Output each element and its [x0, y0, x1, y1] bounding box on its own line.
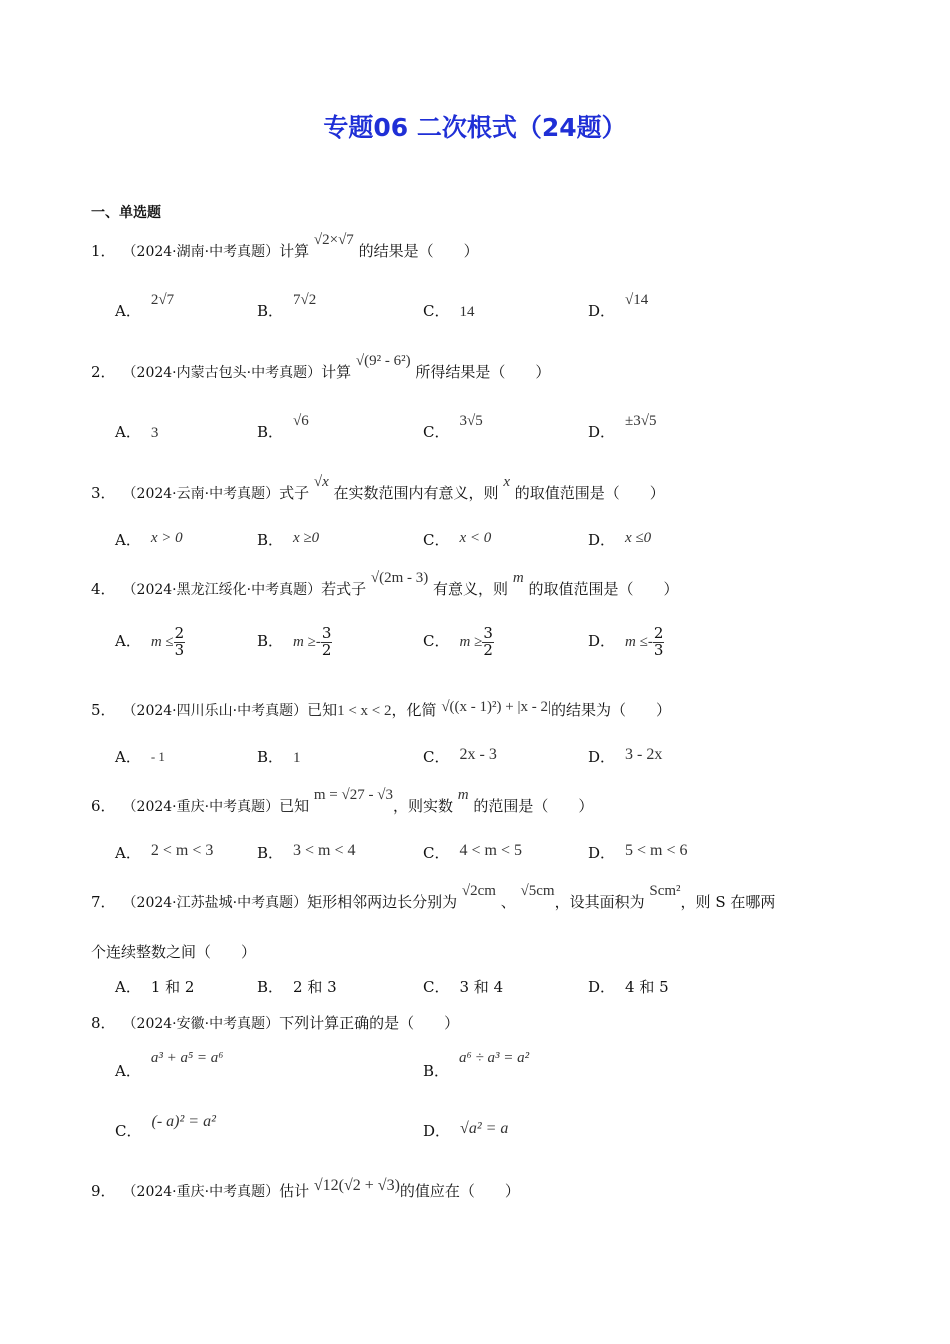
option-value: √6	[293, 413, 309, 429]
option-b[interactable]	[257, 292, 317, 321]
option-c[interactable]	[423, 413, 483, 442]
question-8	[91, 1012, 459, 1033]
question-number: 6．	[91, 797, 116, 815]
option-letter: A．	[115, 748, 141, 766]
option-value: x < 0	[459, 530, 492, 546]
option-value: m ≤-	[625, 634, 653, 651]
option-a[interactable]	[115, 421, 158, 442]
question-text: 有意义，则	[433, 580, 509, 598]
option-d[interactable]	[588, 292, 649, 321]
question-text: 在实数范围内有意义，则	[333, 484, 499, 502]
math-variable: m	[457, 787, 469, 803]
numerator: 2	[653, 624, 664, 642]
option-a[interactable]	[115, 746, 165, 767]
option-letter: B．	[257, 423, 284, 441]
option-letter: B．	[257, 748, 284, 766]
option-c[interactable]	[423, 300, 474, 321]
numerator: 3	[321, 624, 332, 642]
question-text: ，设其面积为	[554, 893, 645, 911]
option-letter: D．	[588, 844, 616, 862]
question-text: 计算	[279, 242, 310, 260]
question-source: （2024·内蒙古包头·中考真题）	[129, 365, 322, 381]
question-3	[91, 474, 665, 503]
math-expression: √5cm	[520, 883, 555, 899]
question-1	[91, 232, 479, 261]
math-expression: √2cm	[461, 883, 496, 899]
option-value: 3 - 2x	[625, 746, 663, 763]
option-value: 14	[459, 304, 475, 320]
denominator: 3	[174, 640, 185, 659]
option-value: m ≥	[459, 634, 483, 651]
question-9	[91, 1177, 520, 1201]
option-letter: D．	[588, 531, 616, 549]
option-letter: D．	[588, 423, 616, 441]
option-letter: C．	[423, 748, 450, 766]
section-heading: 一、单选题	[91, 205, 161, 221]
denominator: 3	[653, 640, 664, 659]
question-text: ，则 S 在哪两	[680, 893, 776, 911]
option-a[interactable]	[115, 842, 213, 863]
question-text: 矩形相邻两边长分别为	[307, 893, 458, 911]
page-title: 专题06 二次根式（24题）	[323, 113, 627, 142]
option-letter: A．	[115, 632, 141, 651]
question-source: （2024·湖南·中考真题）	[129, 244, 280, 260]
option-value: a³ + a⁵ = a⁶	[150, 1050, 224, 1066]
question-text: 的结果是（ ）	[358, 242, 479, 260]
option-value: 3	[150, 425, 159, 441]
question-number: 7．	[91, 893, 116, 911]
option-value: 2√7	[150, 292, 175, 308]
option-letter: C．	[423, 978, 450, 996]
question-text: 的范围是（ ）	[473, 797, 594, 815]
option-value: 3 和 4	[459, 978, 504, 996]
math-expression: √x	[313, 474, 329, 490]
option-letter: A．	[115, 844, 141, 862]
question-2	[91, 353, 551, 382]
option-a[interactable]	[115, 976, 194, 997]
question-text: 、	[500, 893, 516, 911]
math-condition: 1 < x < 2	[337, 703, 392, 719]
option-a[interactable]	[115, 529, 183, 550]
option-value: x > 0	[150, 530, 183, 546]
option-c[interactable]	[423, 529, 491, 550]
question-7-line-2: 个连续整数之间（ ）	[91, 943, 257, 961]
numerator: 2	[174, 624, 185, 642]
option-letter: B．	[257, 978, 284, 996]
option-letter: A．	[115, 1062, 141, 1080]
option-letter: B．	[257, 531, 284, 549]
question-6	[91, 787, 594, 816]
option-letter: C．	[423, 302, 450, 320]
option-c[interactable]	[423, 976, 503, 997]
option-value: 3 < m < 4	[293, 842, 356, 859]
option-d[interactable]	[588, 529, 651, 550]
option-value: √14	[625, 292, 649, 308]
question-source: （2024·重庆·中考真题）	[129, 1184, 280, 1200]
question-source: （2024·云南·中考真题）	[129, 486, 280, 502]
question-number: 5．	[91, 701, 116, 719]
option-b[interactable]	[257, 976, 337, 997]
option-value: x ≤0	[625, 530, 652, 546]
option-value: 5 < m < 6	[625, 842, 688, 859]
fraction	[482, 626, 494, 659]
question-source: （2024·黑龙江绥化·中考真题）	[129, 582, 322, 598]
option-value: 2 和 3	[293, 978, 337, 996]
option-letter: A．	[115, 531, 141, 549]
option-letter: D．	[588, 302, 616, 320]
option-value: x ≥0	[293, 530, 320, 546]
option-a[interactable]	[115, 626, 185, 659]
question-number: 3．	[91, 484, 116, 502]
option-value: 1 和 2	[150, 978, 195, 996]
question-text: 下列计算正确的是（ ）	[279, 1014, 460, 1032]
question-source: （2024·安徽·中考真题）	[129, 1016, 280, 1032]
option-c[interactable]	[423, 626, 494, 659]
option-b[interactable]	[257, 746, 301, 767]
option-d[interactable]	[588, 626, 664, 659]
question-4	[91, 570, 679, 599]
option-letter: C．	[423, 531, 450, 549]
math-variable: m	[512, 570, 524, 586]
option-letter: A．	[115, 423, 141, 441]
option-letter: C．	[115, 1122, 142, 1140]
option-value: 2 < m < 3	[150, 842, 214, 859]
option-d[interactable]	[588, 976, 669, 997]
option-value: (- a)² = a²	[151, 1113, 216, 1130]
denominator: 2	[321, 640, 332, 659]
option-letter: D．	[588, 632, 616, 651]
option-value: 3√5	[459, 413, 483, 429]
question-text: ，化简	[391, 701, 437, 719]
option-b[interactable]	[423, 1050, 530, 1081]
option-a[interactable]	[115, 1050, 224, 1081]
option-c[interactable]	[423, 842, 522, 863]
fraction	[653, 626, 665, 659]
option-a[interactable]	[115, 292, 175, 321]
option-value: 4 < m < 5	[459, 842, 522, 859]
question-number: 1．	[91, 242, 116, 260]
option-letter: D．	[588, 978, 616, 996]
question-text: 计算	[321, 363, 352, 381]
question-number: 2．	[91, 363, 116, 381]
option-value: a⁶ ÷ a³ = a²	[459, 1050, 530, 1066]
math-expression: √12(√2 + √3)	[313, 1177, 400, 1194]
math-expression: √((x - 1)²) + |x - 2|	[441, 699, 551, 715]
option-letter: C．	[423, 632, 450, 651]
option-d[interactable]	[423, 1120, 508, 1141]
option-letter: C．	[423, 423, 450, 441]
math-expression: √(9² - 6²)	[355, 353, 411, 369]
option-letter: D．	[423, 1122, 451, 1140]
denominator: 2	[483, 640, 493, 659]
math-variable: x	[503, 474, 511, 490]
question-text: 已知	[307, 701, 338, 719]
math-variable: Scm²	[649, 883, 681, 899]
option-b[interactable]	[257, 626, 332, 659]
question-text: 估计	[279, 1182, 310, 1200]
option-d[interactable]	[588, 746, 662, 767]
option-d[interactable]	[588, 413, 657, 442]
math-expression: √(2m - 3)	[370, 570, 429, 586]
question-text: 若式子	[321, 580, 367, 598]
question-text: ，则实数	[392, 797, 453, 815]
question-source: （2024·四川乐山·中考真题）	[129, 703, 308, 719]
option-value: m ≤	[150, 634, 174, 651]
question-source: （2024·重庆·中考真题）	[129, 799, 280, 815]
question-text: 的取值范围是（ ）	[528, 580, 679, 598]
option-value: 7√2	[293, 292, 317, 308]
option-b[interactable]	[257, 842, 356, 863]
option-value: 4 和 5	[625, 978, 669, 996]
numerator: 3	[483, 624, 493, 642]
option-letter: C．	[423, 844, 450, 862]
question-number: 8．	[91, 1014, 116, 1032]
option-c[interactable]	[115, 1113, 216, 1141]
question-text: 的值应在（ ）	[399, 1182, 520, 1200]
option-letter: A．	[115, 302, 141, 320]
option-d[interactable]	[588, 842, 688, 863]
question-text: 式子	[279, 484, 310, 502]
option-value: √a² = a	[460, 1120, 509, 1137]
option-value: 2x - 3	[459, 746, 497, 763]
question-text: 的取值范围是（ ）	[514, 484, 665, 502]
question-7	[91, 883, 776, 912]
question-number: 9．	[91, 1182, 116, 1200]
option-value: - 1	[150, 749, 165, 764]
fraction	[174, 626, 186, 659]
math-expression: m = √27 - √3	[313, 787, 393, 803]
option-value: ±3√5	[625, 413, 657, 429]
option-letter: B．	[423, 1062, 450, 1080]
option-b[interactable]	[257, 529, 319, 550]
option-letter: B．	[257, 632, 284, 651]
question-5	[91, 699, 671, 720]
option-letter: A．	[115, 978, 141, 996]
question-text: 所得结果是（ ）	[415, 363, 551, 381]
question-text: 的结果为（ ）	[550, 701, 671, 719]
question-source: （2024·江苏盐城·中考真题）	[129, 895, 308, 911]
option-letter: B．	[257, 302, 284, 320]
option-letter: B．	[257, 844, 284, 862]
question-text: 已知	[279, 797, 310, 815]
math-expression: √2×√7	[313, 232, 354, 248]
option-value: 1	[293, 750, 301, 766]
option-c[interactable]	[423, 746, 497, 767]
option-b[interactable]	[257, 413, 309, 442]
fraction	[321, 626, 333, 659]
option-letter: D．	[588, 748, 616, 766]
option-value: m ≥-	[293, 634, 321, 651]
question-number: 4．	[91, 580, 116, 598]
